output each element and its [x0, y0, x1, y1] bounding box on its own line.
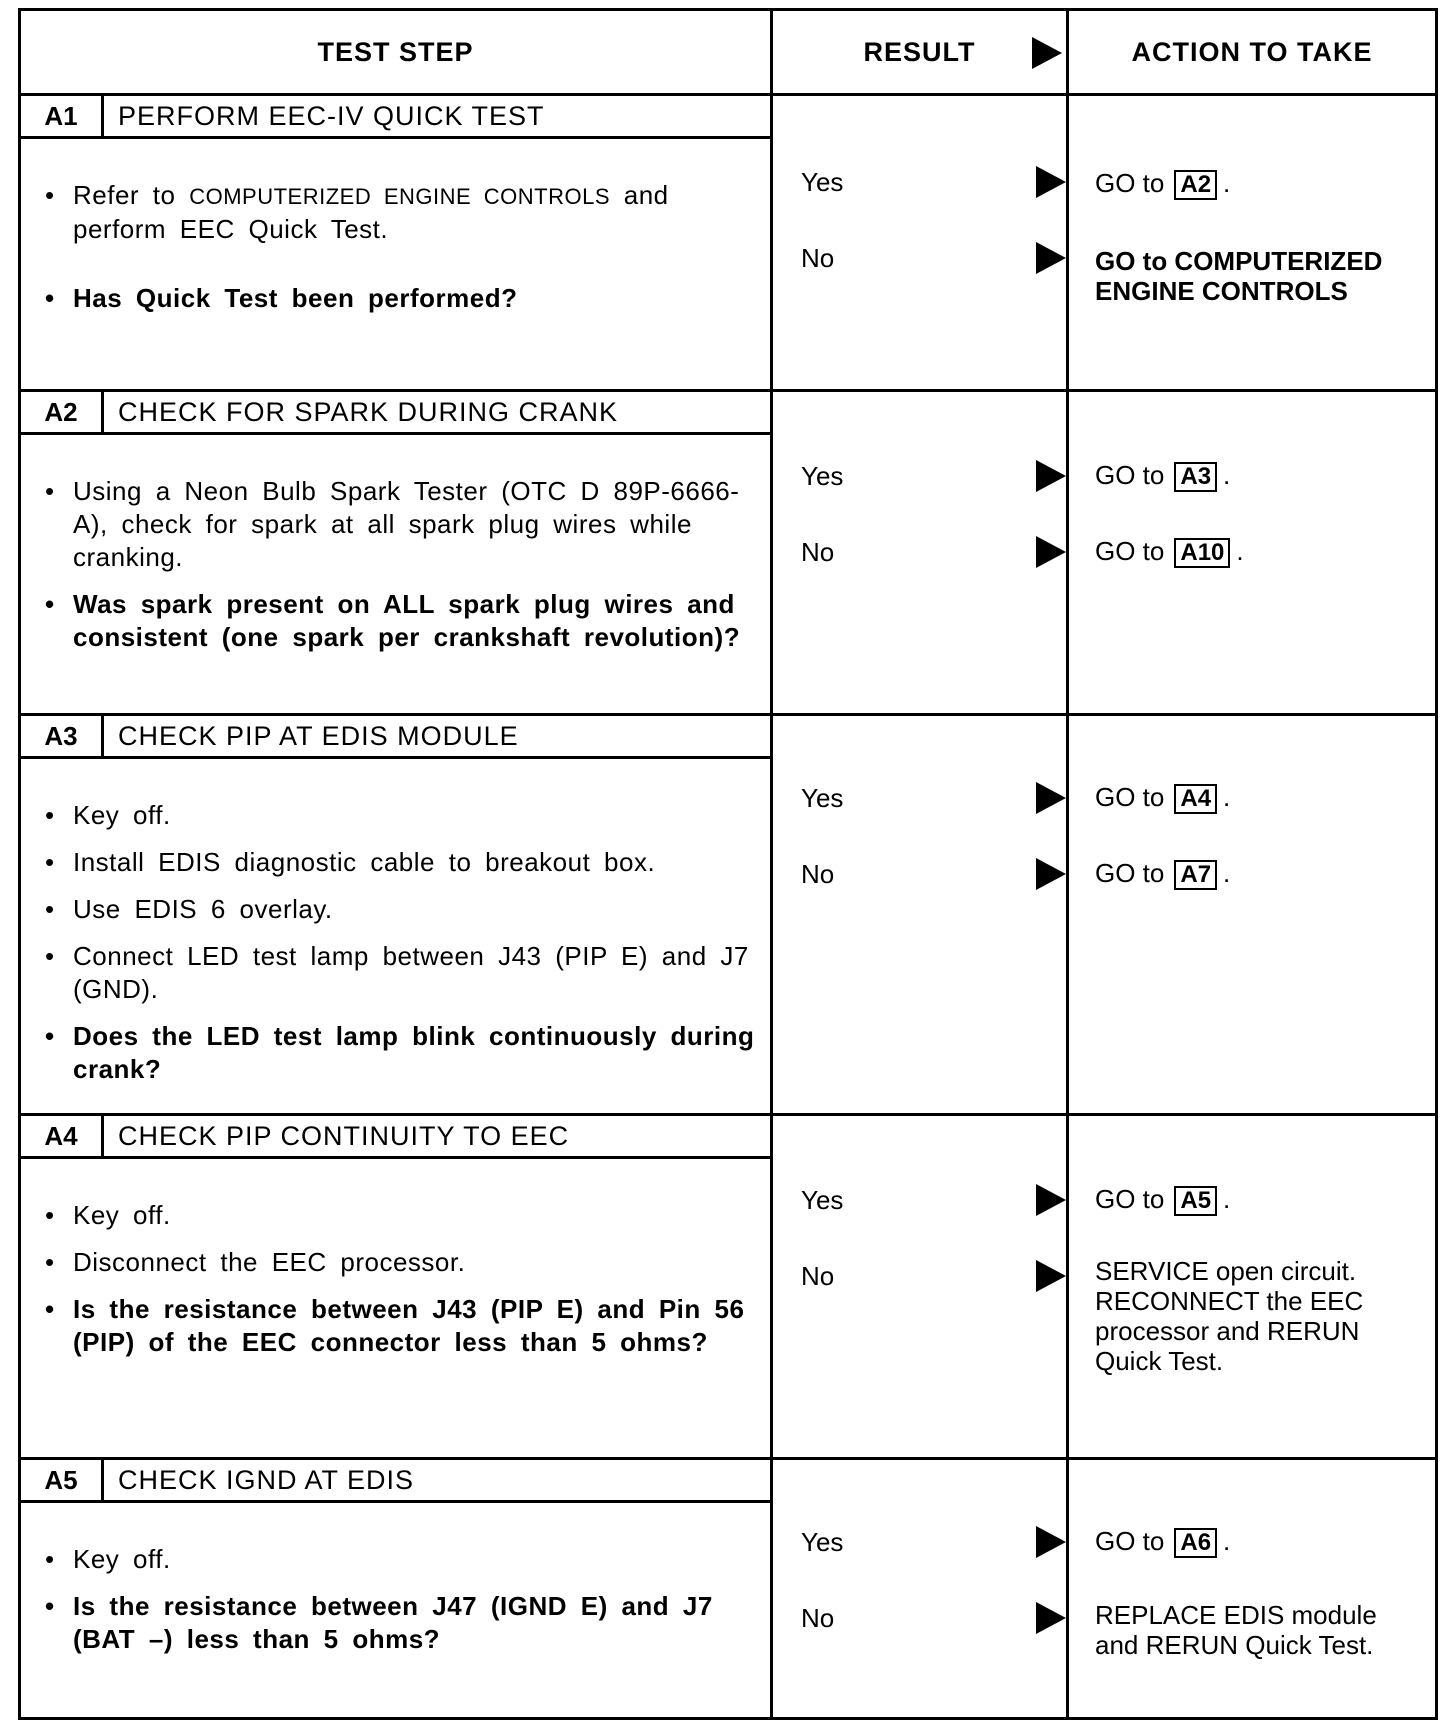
step-cell [20, 715, 772, 1115]
result-yes [801, 1180, 1066, 1220]
result-cell [772, 1115, 1068, 1459]
action-text: GO to [1095, 1184, 1165, 1214]
step-question: • Was spark present on ALL spark plug wires and consistent (one spark per crankshaft revolution)? [45, 588, 770, 654]
action-text: . [1223, 858, 1231, 888]
step-title: CHECK PIP CONTINUITY TO EEC [118, 1120, 570, 1151]
result-no [801, 238, 1066, 278]
arrow-right-icon [1036, 242, 1066, 274]
arrow-right-icon [1036, 782, 1066, 814]
result-label: Yes [801, 1526, 844, 1557]
result-label: No [801, 1260, 835, 1291]
result-label: No [801, 536, 835, 567]
diagnostic-table [18, 8, 1438, 1720]
step-bullets [21, 1503, 770, 1656]
step-cell [20, 1459, 772, 1719]
result-no [801, 1598, 1066, 1638]
result-cell [772, 715, 1068, 1115]
step-bullet: • Disconnect the EEC processor. [45, 1246, 770, 1279]
step-ref: A2 [1174, 170, 1217, 200]
step-ref: A6 [1174, 1528, 1217, 1558]
arrow-right-icon [1036, 460, 1066, 492]
step-row-a2 [20, 391, 1437, 715]
step-cell [20, 95, 772, 391]
action-text: . [1223, 168, 1231, 198]
arrow-right-icon [1036, 1602, 1066, 1634]
step-ref: A10 [1174, 538, 1230, 568]
action-text: REPLACE EDIS module and RERUN Quick Test. [1095, 1600, 1377, 1660]
step-id: A3 [21, 716, 104, 756]
step-cell [20, 1115, 772, 1459]
action-text: . [1223, 1184, 1231, 1214]
step-header [21, 96, 770, 139]
result-label: No [801, 858, 835, 889]
step-title: CHECK PIP AT EDIS MODULE [118, 720, 519, 751]
action-text: GO to [1095, 782, 1165, 812]
bullet-text: Refer to [73, 180, 190, 210]
step-row-a4 [20, 1115, 1437, 1459]
action-text: GO to [1095, 858, 1165, 888]
action-goto [1095, 858, 1419, 890]
result-yes [801, 162, 1066, 202]
bullet-text: and perform EEC Quick Test. [73, 180, 669, 244]
action-text: . [1223, 460, 1231, 490]
action-text: GO to [1095, 168, 1165, 198]
step-id: A1 [21, 96, 104, 136]
result-label: Yes [801, 460, 844, 491]
arrow-right-icon [1036, 858, 1066, 890]
step-row-a3 [20, 715, 1437, 1115]
step-bullets [21, 1159, 770, 1359]
action-cell [1068, 1459, 1437, 1719]
step-question: • Is the resistance between J43 (PIP E) and Pin 56 (PIP) of the EEC connector less than 5 ohms? [45, 1293, 770, 1359]
step-ref: A4 [1174, 784, 1217, 814]
step-bullet: • Use EDIS 6 overlay. [45, 893, 770, 926]
step-cell [20, 391, 772, 715]
arrow-right-icon [1036, 1184, 1066, 1216]
header-result [772, 10, 1068, 95]
step-bullets [21, 759, 770, 1086]
result-label: Yes [801, 782, 844, 813]
header-action: ACTION TO TAKE [1068, 10, 1437, 95]
step-bullet: • Key off. [45, 799, 770, 832]
action-text: GO to [1095, 1526, 1165, 1556]
result-label: No [801, 242, 835, 273]
arrow-right-icon [1036, 1526, 1066, 1558]
step-header [21, 716, 770, 759]
step-ref: A7 [1174, 860, 1217, 890]
result-yes [801, 456, 1066, 496]
step-question: • Has Quick Test been performed? [45, 282, 770, 315]
result-label: Yes [801, 1184, 844, 1215]
action-goto [1095, 536, 1419, 568]
result-cell [772, 95, 1068, 391]
step-question: • Does the LED test lamp blink continuously during crank? [45, 1020, 770, 1086]
result-cell [772, 1459, 1068, 1719]
action-goto [1095, 782, 1419, 814]
header-result-label: RESULT [863, 36, 976, 67]
step-title: CHECK FOR SPARK DURING CRANK [118, 396, 619, 427]
arrow-right-icon [1036, 536, 1066, 568]
action-text: GO to [1095, 460, 1165, 490]
action-text: . [1223, 782, 1231, 812]
action-cell [1068, 95, 1437, 391]
step-bullet: • Key off. [45, 1543, 770, 1576]
action-goto [1095, 460, 1419, 492]
step-bullet: • Install EDIS diagnostic cable to breakout box. [45, 846, 770, 879]
action-cell [1068, 1115, 1437, 1459]
result-yes [801, 1522, 1066, 1562]
step-id: A5 [21, 1460, 104, 1500]
action-cell [1068, 391, 1437, 715]
bullet-smallcaps: COMPUTERIZED ENGINE CONTROLS [189, 184, 611, 209]
action-text: GO to COMPUTERIZED ENGINE CONTROLS [1095, 246, 1383, 306]
step-ref: A5 [1174, 1186, 1217, 1216]
arrow-right-icon [1036, 166, 1066, 198]
step-bullet: • Key off. [45, 1199, 770, 1232]
action-text: GO to [1095, 536, 1165, 566]
arrow-right-icon [1032, 37, 1062, 69]
action-text: . [1236, 536, 1244, 566]
header-test-step: TEST STEP [20, 10, 772, 95]
step-bullet: • Connect LED test lamp between J43 (PIP E) and J7 (GND). [45, 940, 770, 1006]
header-row [20, 10, 1437, 95]
step-bullet: • Using a Neon Bulb Spark Tester (OTC D 89P-6666-A), check for spark at all spark plug wires while cranking. [45, 475, 770, 574]
step-id: A2 [21, 392, 104, 432]
result-cell [772, 391, 1068, 715]
result-no [801, 532, 1066, 572]
action-goto [1095, 168, 1419, 200]
action-goto [1095, 1526, 1419, 1558]
action-goto [1095, 1184, 1419, 1216]
step-bullets [21, 435, 770, 654]
result-no [801, 1256, 1066, 1296]
step-bullet [45, 179, 770, 246]
step-header [21, 392, 770, 435]
step-id: A4 [21, 1116, 104, 1156]
test-procedure-grid [18, 8, 1438, 1720]
step-header [21, 1460, 770, 1503]
action-text: SERVICE open circuit. RECONNECT the EEC processor and RERUN Quick Test. [1095, 1256, 1364, 1376]
step-header [21, 1116, 770, 1159]
result-label: No [801, 1602, 835, 1633]
step-ref: A3 [1174, 462, 1217, 492]
step-title: CHECK IGND AT EDIS [118, 1464, 415, 1495]
result-yes [801, 778, 1066, 818]
action-cell [1068, 715, 1437, 1115]
arrow-right-icon [1036, 1260, 1066, 1292]
step-bullets [21, 139, 770, 315]
result-no [801, 854, 1066, 894]
action-text: . [1223, 1526, 1231, 1556]
step-row-a5 [20, 1459, 1437, 1719]
result-label: Yes [801, 166, 844, 197]
step-row-a1 [20, 95, 1437, 391]
step-question: • Is the resistance between J47 (IGND E) and J7 (BAT –) less than 5 ohms? [45, 1590, 770, 1656]
step-title: PERFORM EEC-IV QUICK TEST [118, 100, 545, 131]
